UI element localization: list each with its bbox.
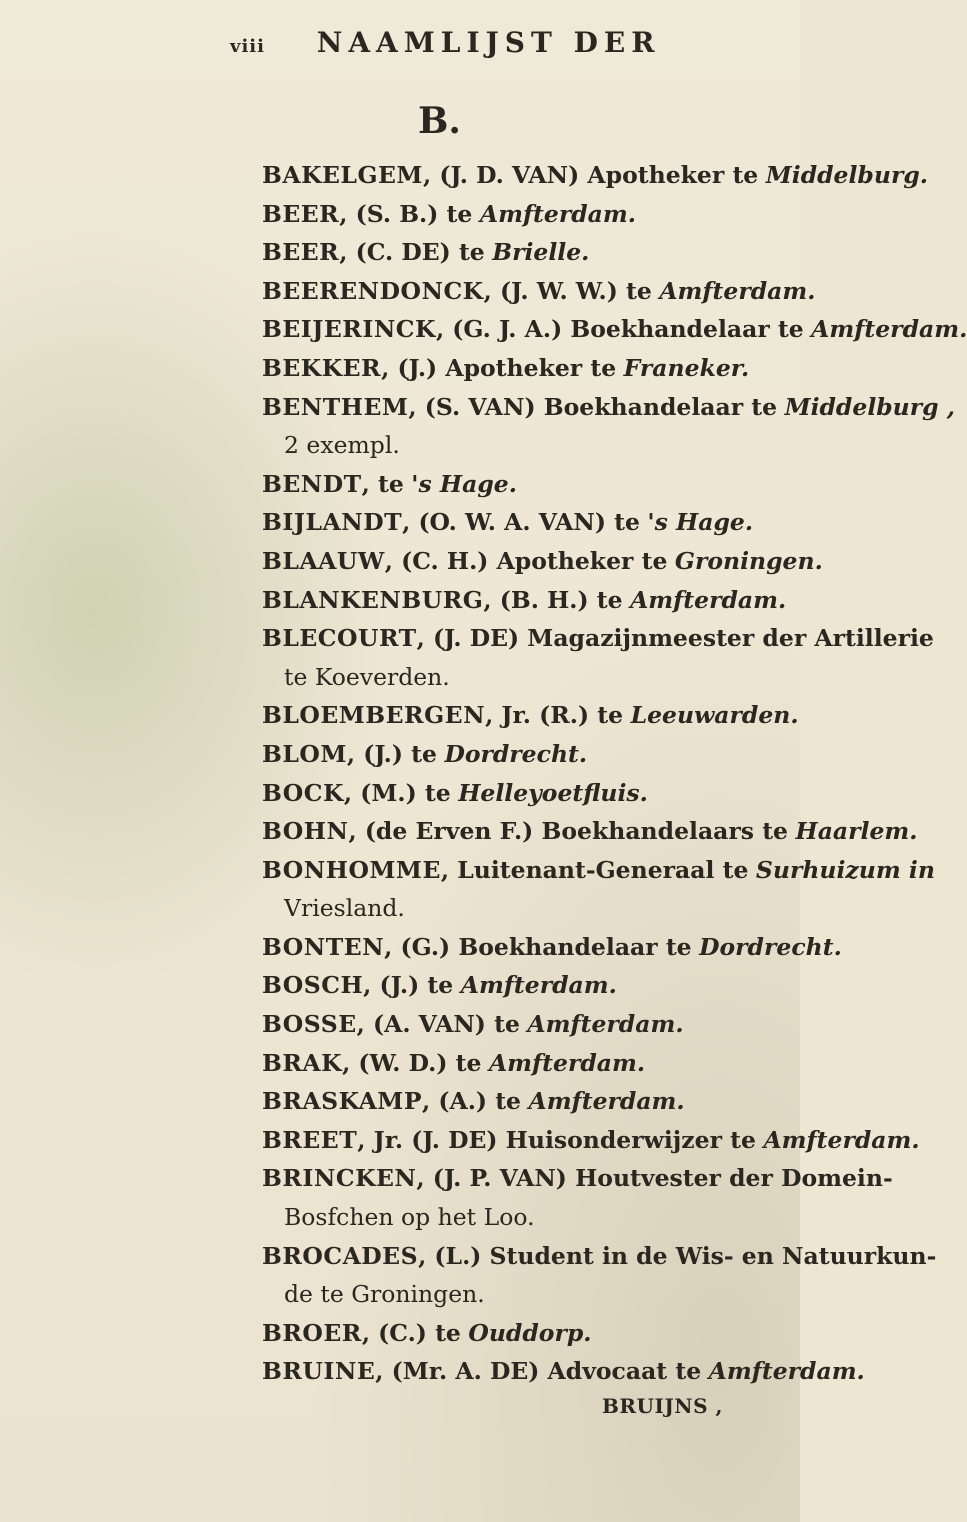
entry-detail: , (J. P. VAN) Houtvester der Domein- — [416, 1164, 893, 1193]
entry-place: Middelburg. — [765, 161, 928, 189]
entry-place: Amfterdam. — [630, 585, 787, 614]
catchword: BRUIJNS , — [602, 1394, 723, 1418]
entry-name: BOSSE — [262, 1010, 357, 1039]
entry-place: Ouddorp. — [468, 1318, 592, 1347]
entry-detail: , (J. DE) Magazijnmeester der Artillerie — [416, 624, 934, 653]
entry-name: BENTHEM — [262, 392, 409, 421]
entry-detail: , (W. D.) te — [342, 1048, 482, 1077]
list-entry — [262, 812, 918, 851]
page-number: viii — [230, 36, 265, 57]
entry-detail: , (A.) te — [422, 1087, 522, 1116]
entry-detail: , (A. VAN) te — [356, 1010, 520, 1039]
entry-name: BEKKER — [262, 353, 382, 382]
entry-name: BLOEMBERGEN — [262, 701, 486, 730]
entry-continuation: te Koeverden. — [284, 662, 450, 691]
entry-name: BIJLANDT — [262, 508, 403, 537]
list-entry — [262, 619, 934, 658]
entry-place: Amfterdam. — [460, 971, 617, 1000]
entry-detail: , (J.) te — [363, 971, 454, 1000]
page-header — [230, 26, 770, 59]
entry-detail: , (L.) Student in de Wis- en Natuurkun- — [418, 1241, 937, 1270]
entry-detail: , (J.) te — [346, 739, 437, 768]
entry-place: Franeker. — [623, 353, 750, 382]
entry-name: BEER — [262, 238, 340, 267]
list-entry — [262, 1005, 782, 1044]
entry-detail: , (C. DE) te — [339, 238, 485, 267]
section-letter: B. — [418, 100, 461, 142]
entry-continuation: de te Groningen. — [284, 1280, 485, 1309]
list-entry — [262, 388, 955, 427]
entry-name: BOHN — [262, 817, 349, 846]
entry-detail: , (Mr. A. DE) Advocaat te — [375, 1357, 702, 1386]
entry-detail: , (M.) te — [343, 778, 451, 807]
entry-place: Brielle. — [492, 238, 590, 267]
entry-name: BRASKAMP — [262, 1087, 422, 1116]
entry-name: BAKELGEM — [262, 161, 423, 189]
running-title: NAAMLIJST DER — [316, 26, 661, 59]
entry-place: Amfterdam. — [811, 315, 967, 344]
list-entry — [262, 1044, 782, 1083]
entry-place: Leeuwarden. — [630, 701, 799, 730]
entry-name: BLAAUW — [262, 546, 385, 575]
list-entry — [262, 1159, 893, 1198]
subscriber-list — [262, 156, 967, 1391]
list-entry — [262, 928, 842, 967]
entry-place: Haarlem. — [795, 817, 918, 846]
entry-place: Dordrecht. — [444, 739, 588, 768]
entry-detail: , (J. D. VAN) Apotheker te — [422, 161, 759, 189]
entry-detail: , te — [361, 469, 404, 498]
entry-detail: , (S. VAN) Boekhandelaar te — [408, 392, 778, 421]
entry-name: BOCK — [262, 778, 344, 807]
list-entry — [262, 1352, 865, 1391]
list-entry — [262, 851, 935, 890]
entry-name: BLOM — [262, 739, 347, 768]
list-entry — [262, 966, 782, 1005]
entry-continuation: 2 exempl. — [284, 431, 400, 460]
entry-name: BRUINE — [262, 1357, 376, 1386]
entry-place: Amfterdam. — [708, 1357, 865, 1386]
entry-place: Middelburg , — [784, 392, 955, 421]
entry-detail: , (C.) te — [361, 1318, 461, 1347]
entry-place: Amfterdam. — [763, 1125, 920, 1154]
entry-detail: , Jr. (J. DE) Huisonderwijzer te — [357, 1125, 756, 1154]
entry-name: BRAK — [262, 1048, 343, 1077]
entry-name: BEIJERINCK — [262, 315, 436, 344]
list-entry — [262, 156, 928, 195]
list-entry — [262, 1314, 782, 1353]
entry-place: Amfterdam. — [488, 1048, 646, 1077]
entry-place: Amfterdam. — [479, 199, 636, 228]
entry-detail: , (S. B.) te — [339, 199, 473, 228]
list-entry — [262, 349, 782, 388]
entry-name: BONHOMME — [262, 855, 441, 884]
entry-detail: , (O. W. A. VAN) te — [402, 508, 640, 537]
list-entry — [262, 1082, 782, 1121]
entry-place: Surhuizum in — [755, 855, 935, 884]
entry-name: BENDT — [262, 469, 362, 498]
entry-name: BREET — [262, 1125, 358, 1154]
entry-name: BRINCKEN — [262, 1164, 417, 1193]
entry-place: Dordrecht. — [699, 932, 842, 961]
entry-place: Amfterdam. — [659, 276, 816, 305]
list-entry — [262, 696, 799, 735]
entry-detail: , Luitenant-Generaal te — [440, 855, 749, 884]
list-entry — [262, 1237, 937, 1276]
entry-continuation: Vriesland. — [284, 894, 405, 923]
entry-place: 's Hage. — [411, 469, 517, 498]
entry-detail: , (J.) Apotheker te — [381, 353, 617, 382]
entry-place: Helleyoetfluis. — [458, 778, 648, 807]
list-entry — [262, 1121, 920, 1160]
entry-detail: , (J. W. W.) te — [483, 276, 652, 305]
list-entry — [262, 735, 782, 774]
list-entry — [262, 581, 787, 620]
entry-detail: , (B. H.) te — [483, 585, 623, 614]
entry-name: BONTEN — [262, 932, 385, 961]
list-entry — [262, 310, 967, 349]
list-entry — [262, 233, 782, 272]
entry-name: BEERENDONCK — [262, 276, 484, 305]
entry-name: BLECOURT — [262, 624, 417, 653]
entry-detail: , (G.) Boekhandelaar te — [384, 932, 692, 961]
entry-continuation: Bosfchen op het Loo. — [284, 1203, 535, 1232]
entry-name: BOSCH — [262, 971, 364, 1000]
list-entry — [262, 195, 782, 234]
entry-place: Amfterdam. — [527, 1010, 684, 1039]
entry-detail: , Jr. (R.) te — [485, 701, 624, 730]
entry-place: Groningen. — [674, 546, 823, 575]
list-entry — [262, 542, 823, 581]
entry-detail: , (de Erven F.) Boekhandelaars te — [348, 817, 788, 846]
entry-place: Amfterdam. — [528, 1087, 685, 1116]
entry-place: 's Hage. — [647, 508, 754, 537]
list-entry — [262, 272, 816, 311]
list-entry — [262, 503, 782, 542]
entry-detail: , (C. H.) Apotheker te — [384, 546, 668, 575]
entry-name: BROCADES — [262, 1241, 419, 1270]
entry-name: BLANKENBURG — [262, 585, 484, 614]
entry-name: BEER — [262, 199, 340, 228]
list-entry — [262, 774, 782, 813]
entry-name: BROER — [262, 1318, 362, 1347]
list-entry — [262, 465, 782, 504]
entry-detail: , (G. J. A.) Boekhandelaar te — [435, 315, 804, 344]
